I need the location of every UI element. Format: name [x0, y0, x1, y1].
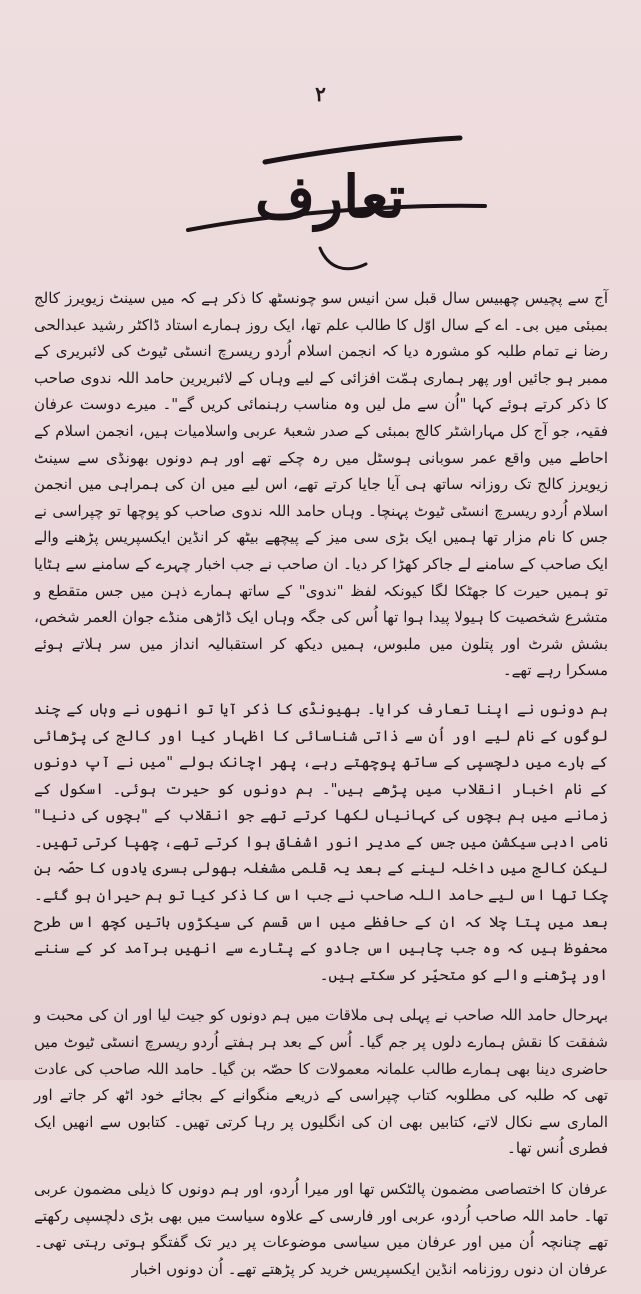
article-body	[34, 285, 608, 1294]
paragraph-2: ہم دونوں نے اپنا تعارف کرایا۔ بھیونڈی کا ذکر آیا تو انھوں نے وہاں کے چند لوگوں کے نام لیے اور اُن سے ذاتی شناسائی کا اظہار کیا اور کالج کی پڑھائی کے بارے میں دلچسپی کے ساتھ پوچھتے رہے، پھر اچانک بولے "میں نے آپ دونوں کے نام اخبار انقلاب میں پڑھے ہیں"۔ ہم دونوں کو حیرت ہوئی۔ اسکول کے زمانے میں ہم بچوں کی کہانیاں لکھا کرتے تھے جو انقلاب کے "بچوں کی دنیا" نامی ادبی سیکشن میں جس کے مدیر انور اشفاق ہوا کرتے تھے، چھپا کرتی تھیں۔ لیکن کالج میں داخلہ لینے کے بعد یہ قلمی مشغلہ بھولی بسری یادوں کا حصّہ بن چکا تھا اس لیے حامد اللہ صاحب نے جب اس کا ذکر کیا تو ہم حیران ہو گئے۔ بعد میں پتا چلا کہ ان کے حافظے میں اس قسم کی سیکڑوں باتیں کچھ اس طرح محفوظ ہیں کہ وہ جب چاہیں اس جادو کے پٹارے سے انھیں برآمد کر کے سننے اور پڑھنے والے کو متحیّر کر سکتے ہیں۔	[34, 699, 608, 984]
page-title: تعارف	[255, 163, 405, 231]
paragraph-1: آج سے پچیس چھبیس سال قبل سن انیس سو چونسٹھ کا ذکر ہے کہ میں سینٹ زیویرز کالج بمبئی میں بی۔ اے کے سال اوّل کا طالب علم تھا، ایک روز ہمارے استاد ڈاکٹر رشید عبدالحی رضا نے تمام طلبہ کو مشورہ دیا کہ انجمن اسلام اُردو ریسرچ انسٹی ٹیوٹ کی لائبریری کے ممبر ہو جائیں اور پھر ہماری ہمّت افزائی کے لیے وہاں کے لائبریرین حامد اللہ ندوی صاحب کا ذکر کرتے ہوئے کہا "اُن سے مل لیں وہ مناسب رہنمائی کریں گے"۔ میرے دوست عرفان فقیہ، جو آج کل مہاراشٹر کالج بمبئی کے صدر شعبۂ عربی واسلامیات ہیں، انجمن اسلام کے احاطے میں واقع عمر سوبانی ہوسٹل میں رہ چکے تھے اور ہم دونوں بھونڈی سے سینٹ زیویرز کالج تک روزانہ ساتھ ہی آیا جایا کرتے تھے، اس لیے میں ان کی ہمراہی میں انجمن اسلام اُردو ریسرچ انسٹی ٹیوٹ پہنچا۔ وہاں حامد اللہ ندوی صاحب کو پوچھا تو چپراسی نے جس کا نام مزار تھا ہمیں ایک بڑی سی میز کے پیچھے بیٹھ کر انڈین ایکسپریس پڑھنے والے ایک صاحب کے سامنے لے جاکر کھڑا کر دیا۔ ان صاحب نے جب اخبار چہرے کے سامنے سے ہٹایا تو ہمیں حیرت کا جھٹکا لگا کیونکہ لفظ "ندوی" کے ساتھ ہمارے ذہن میں جس متقطع و متشرع شخصیت کا ہیولا پیدا ہوا تھا اُس کی جگہ وہاں ایک ڈاڑھی منڈے جوان العمر شخص، بشش شرٹ اور پتلون میں ملبوس، ہمیں دیکھ کر استقبالیہ انداز میں سر ہلاتے ہوئے مسکرا رہے تھے۔	[34, 289, 608, 680]
page-number: ۲	[315, 82, 326, 106]
paragraph-3: بہرحال حامد اللہ صاحب نے پہلی ہی ملاقات میں ہم دونوں کو جیت لیا اور ان کی محبت و شفقت کا نقش ہمارے دلوں پر جم گیا۔ اُس کے بعد ہر ہفتے اُردو ریسرچ انسٹی ٹیوٹ میں حاضری دینا بھی ہمارے طالب علمانہ معمولات کا حصّہ بن گیا۔ حامد اللہ صاحب کی عادت تھی کہ طلبہ کی مطلوبہ کتاب چپراسی کے ذریعے منگوانے کے بجائے خود اٹھ کر جاتے اور الماری سے نکال لاتے، کتابیں بھی ان کی انگلیوں پر رہا کرتی تھیں۔ کتابوں سے انھیں ایک فطری اُنس تھا۔	[34, 1006, 608, 1158]
paragraph-4: عرفان کا اختصاصی مضمون پالٹکس تھا اور میرا اُردو، اور ہم دونوں کا ذیلی مضمون عربی تھا۔ حامد اللہ صاحب اُردو، عربی اور فارسی کے علاوہ سیاست میں بھی بڑی دلچسپی رکھتے تھے چنانچہ اُن میں اور عرفان میں سیاسی موضوعات پر دیر تک گفتگو ہوتی رہتی تھی۔ عرفان ان دنوں روزنامہ انڈین ایکسپریس خرید کر پڑھتے تھے۔ اُن دونوں اخبار	[34, 1180, 608, 1278]
